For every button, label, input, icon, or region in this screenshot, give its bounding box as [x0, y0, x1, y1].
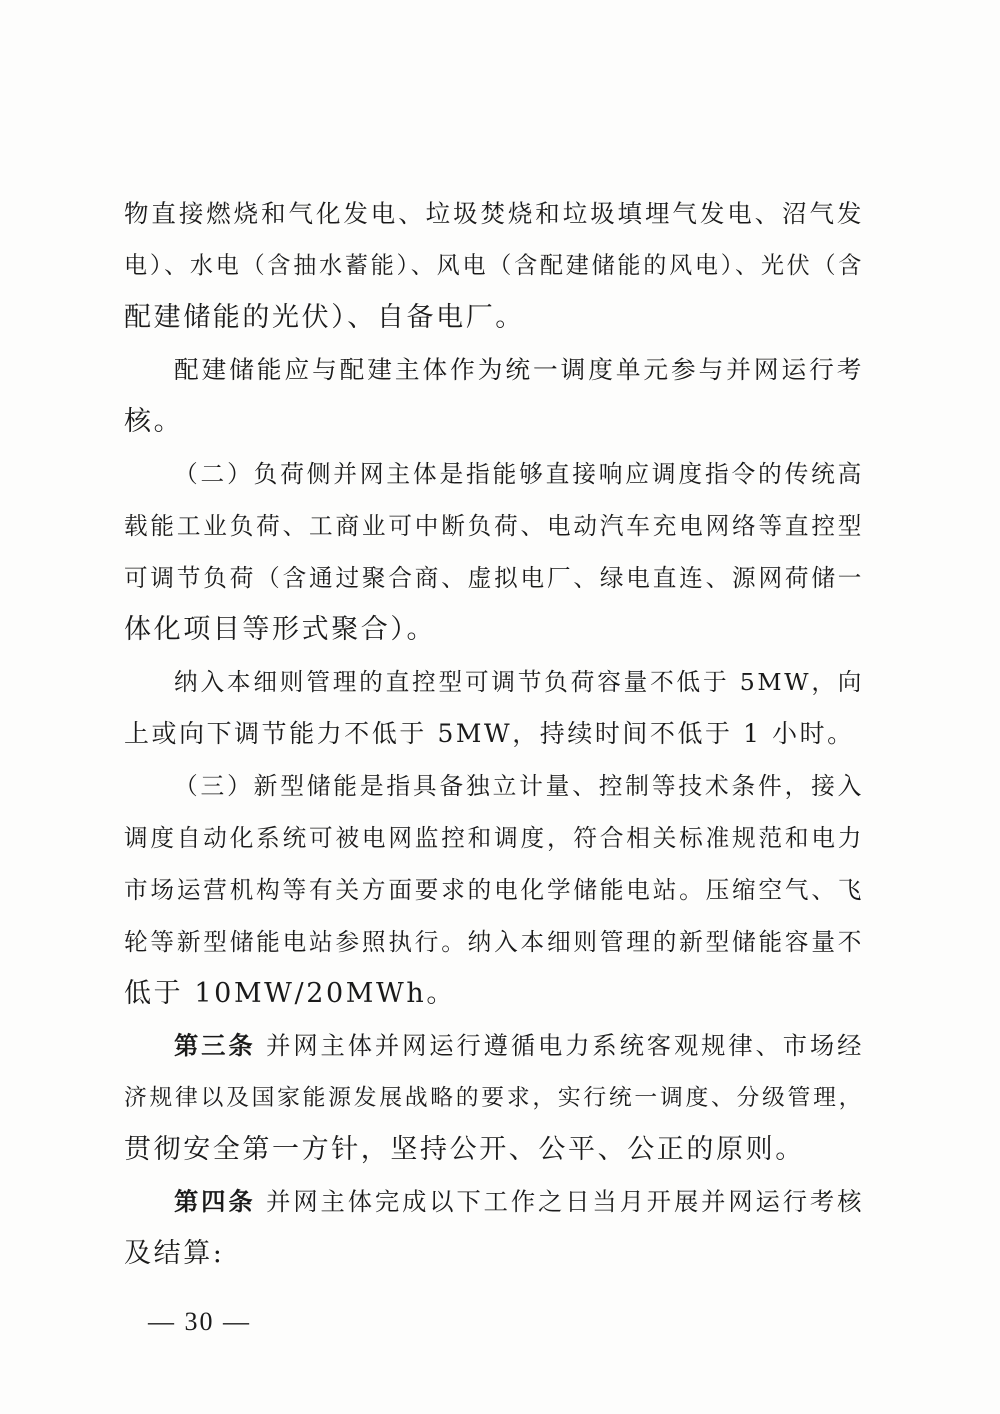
paragraph-start: 配建储能应与配建主体作为统一调度单元参与并网运行考: [174, 355, 864, 384]
text-line: 济规律以及国家能源发展战略的要求，实行统一调度、分级管理，: [124, 1085, 864, 1111]
article-three-heading: 第三条: [174, 1031, 256, 1060]
text-line: 低于 10MW/20MWh。: [124, 978, 456, 1009]
text-line: 市场运营机构等有关方面要求的电化学储能电站。压缩空气、飞: [124, 876, 864, 904]
text-line: 轮等新型储能电站参照执行。纳入本细则管理的新型储能容量不: [124, 928, 864, 956]
article-four-heading: 第四条: [174, 1187, 256, 1216]
text-line: 上或向下调节能力不低于 5MW，持续时间不低于 1 小时。: [124, 719, 855, 748]
paragraph-start: （二）负荷侧并网主体是指能够直接响应调度指令的传统高: [174, 460, 864, 488]
text-line: 可调节负荷（含通过聚合商、虚拟电厂、绿电直连、源网荷储一: [124, 564, 864, 592]
article-three-text: 并网主体并网运行遵循电力系统客观规律、市场经: [255, 1031, 864, 1060]
text-line: 物直接燃烧和气化发电、垃圾焚烧和垃圾填埋气发电、沼气发: [124, 199, 864, 228]
text-line: 及结算:: [124, 1238, 225, 1269]
text-line: 贯彻安全第一方针，坚持公开、公平、公正的原则。: [124, 1134, 805, 1165]
document-body: [124, 188, 864, 1280]
text-line: 电）、水电（含抽水蓄能）、风电（含配建储能的风电）、光伏（含: [124, 253, 864, 279]
text-line: 体化项目等形式聚合）。: [124, 614, 437, 645]
article-three-line: [124, 1020, 864, 1072]
text-line: 配建储能的光伏）、自备电厂。: [124, 302, 525, 333]
paragraph-start: （三）新型储能是指具备独立计量、控制等技术条件，接入: [174, 772, 864, 800]
page-number: — 30 —: [148, 1307, 251, 1336]
paragraph-start: 纳入本细则管理的直控型可调节负荷容量不低于 5MW，向: [174, 668, 864, 696]
article-four-text: 并网主体完成以下工作之日当月开展并网运行考核: [255, 1187, 864, 1216]
text-line: 调度自动化系统可被电网监控和调度，符合相关标准规范和电力: [124, 824, 864, 852]
article-four-line: [124, 1176, 864, 1228]
text-line: 载能工业负荷、工商业可中断负荷、电动汽车充电网络等直控型: [124, 512, 864, 540]
text-line: 核。: [124, 406, 184, 437]
